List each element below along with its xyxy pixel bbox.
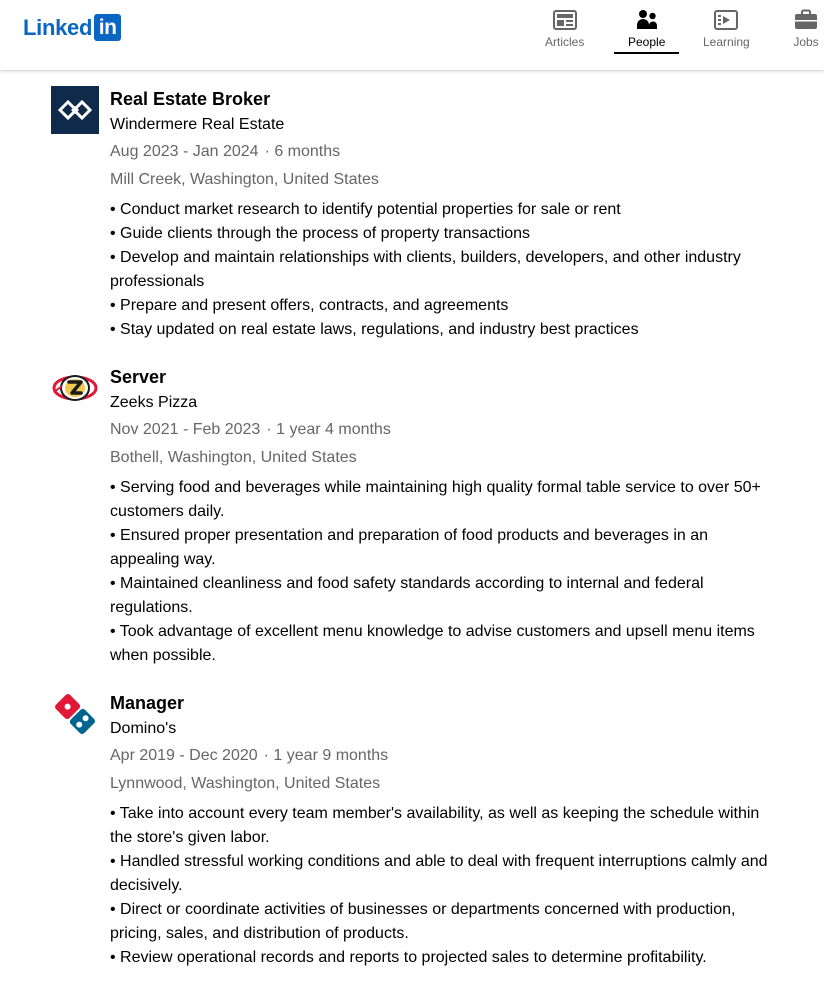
nav-label-people: People — [628, 35, 666, 49]
primary-nav — [0, 0, 824, 70]
logo-in-box: in — [94, 14, 121, 41]
company-name[interactable]: Windermere Real Estate — [110, 116, 285, 133]
description-bullet: • Took advantage of excellent menu knowledge to advise customers and upsell menu items when possible. — [110, 620, 770, 668]
company-name[interactable]: Zeeks Pizza — [110, 394, 198, 411]
nav-label-articles: Articles — [545, 35, 585, 49]
nav-label-learning: Learning — [703, 35, 750, 49]
date-range: Aug 2023 - Jan 2024 — [110, 143, 259, 160]
logo-wordmark: Linked — [23, 15, 93, 40]
nav-item-jobs[interactable] — [793, 8, 819, 54]
experience-details — [110, 86, 770, 342]
job-location: Mill Creek, Washington, United States — [110, 171, 379, 188]
nav-label-jobs: Jobs — [793, 35, 819, 49]
description-bullet: • Conduct market research to identify potential properties for sale or rent — [110, 198, 770, 222]
windermere-logo[interactable] — [51, 86, 99, 134]
people-icon — [634, 8, 660, 32]
duration: · 1 year 9 months — [263, 747, 389, 764]
duration: · 6 months — [264, 143, 341, 160]
briefcase-icon — [793, 8, 819, 32]
description-bullet: • Develop and maintain relationships with clients, builders, developers, and other industry professionals — [110, 246, 770, 294]
learning-icon — [713, 8, 739, 32]
description-bullet: • Guide clients through the process of property transactions — [110, 222, 770, 246]
date-range: Apr 2019 - Dec 2020 — [110, 747, 258, 764]
nav-item-learning[interactable] — [703, 8, 750, 54]
duration: · 1 year 4 months — [266, 421, 391, 438]
description-bullet: • Serving food and beverages while maintaining high quality formal table service to over 50+ customers daily. — [110, 476, 770, 524]
description-bullet: • Direct or coordinate activities of businesses or departments concerned with production, pricing, sales, and distribution of products. — [110, 898, 770, 946]
job-title[interactable]: Server — [110, 367, 167, 387]
job-description — [110, 802, 770, 970]
job-title[interactable]: Manager — [110, 693, 185, 713]
description-bullet: • Prepare and present offers, contracts, and agreements — [110, 294, 770, 318]
top-navigation-bar — [0, 0, 824, 71]
description-bullet: • Maintained cleanliness and food safety standards according to internal and federal regulations. — [110, 572, 770, 620]
description-bullet: • Take into account every team member's availability, as well as keeping the schedule within the store's given labor. — [110, 802, 770, 850]
experience-details — [110, 690, 770, 970]
articles-icon — [552, 8, 578, 32]
experience-details — [110, 364, 770, 668]
job-description — [110, 198, 770, 342]
description-bullet: • Stay updated on real estate laws, regulations, and industry best practices — [110, 318, 770, 342]
job-title[interactable]: Real Estate Broker — [110, 89, 271, 109]
active-tab-indicator — [614, 52, 679, 54]
date-range: Nov 2021 - Feb 2023 — [110, 421, 261, 438]
dominos-logo[interactable] — [51, 690, 99, 738]
job-location: Lynnwood, Washington, United States — [110, 775, 381, 792]
description-bullet: • Ensured proper presentation and preparation of food products and beverages in an appealing way. — [110, 524, 770, 572]
job-description — [110, 476, 770, 668]
company-name[interactable]: Domino's — [110, 720, 177, 737]
description-bullet: • Review operational records and reports to projected sales to determine profitability. — [110, 946, 770, 970]
job-location: Bothell, Washington, United States — [110, 449, 357, 466]
nav-item-people[interactable] — [628, 8, 665, 54]
employment-dates — [110, 138, 770, 166]
zeeks-pizza-logo[interactable] — [51, 364, 99, 412]
employment-dates — [110, 416, 770, 444]
nav-item-articles[interactable] — [545, 8, 584, 54]
employment-dates — [110, 742, 770, 770]
description-bullet: • Handled stressful working conditions and able to deal with frequent interruptions calmly and decisively. — [110, 850, 770, 898]
